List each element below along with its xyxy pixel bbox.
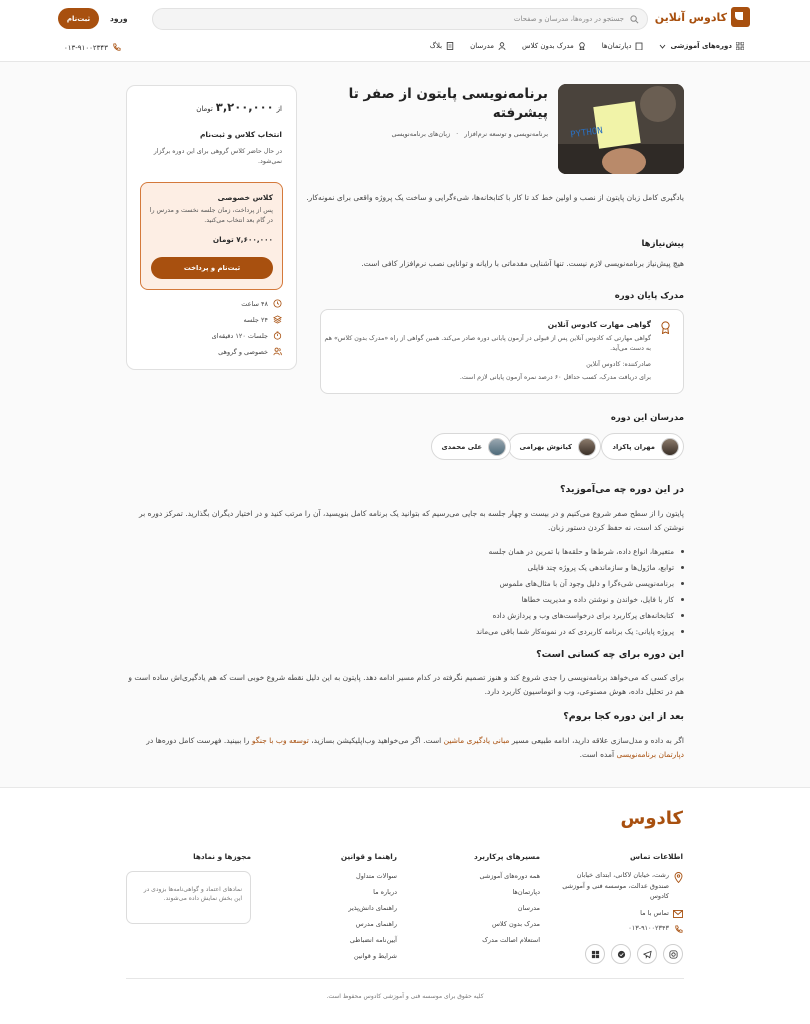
nav-phone[interactable] [64, 43, 121, 52]
certificate-icon [578, 42, 586, 50]
teachers-heading: مدرسان این دوره [610, 413, 684, 423]
audience-heading: این دوره برای چه کسانی است؟ [536, 649, 684, 660]
audience-text: برای کسی که می‌خواهد برنامه‌نویسی را جدی شروع کند و هنوز تصمیم نگرفته در کدام مسیر ادامه دهد. پایتون به این دلیل نقطه شروع خوبی است که هم یادگیری‌اش ساده است و هم در تحلیل داده، هوش مصنوعی، وب و اتوماسیون کاربرد دارد. [128, 673, 684, 696]
footer-contact-heading: اطلاعات تماس [630, 852, 683, 861]
footer-guide-heading: راهنما و قوانین [340, 852, 397, 861]
phone-number: ۰۱۳-۹۱۰۰۲۳۴۳ [64, 43, 108, 52]
nav-label: مدرسان [470, 42, 495, 50]
nav-item-blog[interactable] [430, 42, 454, 50]
page-title: برنامه‌نویسی پایتون از صفر تا پیشرفته [348, 86, 548, 121]
shield-check-icon[interactable] [611, 944, 631, 964]
select-class-title: انتخاب کلاس و ثبت‌نام [199, 130, 282, 139]
footer-contact-link[interactable]: تماس با ما [640, 909, 669, 917]
logo-icon [731, 7, 750, 27]
instagram-icon[interactable] [663, 944, 683, 964]
footer-link[interactable]: استعلام اصالت مدرک [482, 936, 540, 944]
breadcrumb: برنامه‌نویسی و توسعه نرم‌افزار · زبان‌های برنامه‌نویسی [391, 130, 548, 138]
meta-sessions: ۲۴ جلسه [243, 315, 282, 324]
price: از ۳,۲۰۰,۰۰۰ تومان [196, 100, 282, 114]
footer-link[interactable]: راهنمای دانش‌پذیر [348, 904, 397, 912]
course-intro: یادگیری کامل زبان پایتون از نصب و اولین خط کد تا کار با کتابخانه‌ها، شیء‌گرایی و ساخت یک پروژه واقعی برای نمونه‌کار. [306, 193, 684, 202]
logo-text: کادوس آنلاین [654, 10, 727, 24]
copyright: کلیه حقوق برای موسسه فنی و آموزشی کادوس محفوظ است. [326, 993, 484, 1000]
prereq-heading: پیش‌نیازها [641, 239, 684, 249]
avatar [488, 438, 506, 456]
clock-icon [273, 299, 282, 308]
breadcrumb-item[interactable]: زبان‌های برنامه‌نویسی [391, 130, 451, 138]
teacher-chip[interactable] [601, 433, 684, 460]
search-icon [630, 15, 639, 24]
next-heading: بعد از این دوره کجا بروم؟ [563, 711, 684, 722]
mail-icon [673, 910, 683, 918]
nav-label: دپارتمان‌ها [601, 42, 632, 50]
avatar [661, 438, 679, 456]
teacher-chip[interactable] [508, 433, 601, 460]
meta-hours: ۴۸ ساعت [241, 299, 282, 308]
select-class-desc: در حال حاضر کلاس گروهی برای این دوره برگزار نمی‌شود. [153, 148, 282, 165]
price-value: ۳,۲۰۰,۰۰۰ [215, 100, 274, 114]
footer-link[interactable]: مدرک بدون کلاس [491, 920, 540, 928]
image-caption: PYTHON [569, 126, 604, 141]
teacher-chip[interactable] [431, 433, 511, 460]
meta-type: خصوصی و گروهی [218, 347, 282, 356]
footer-paths-heading: مسیرهای پرکاربرد [474, 852, 540, 861]
nav-item-certificate[interactable] [522, 42, 586, 50]
site-footer [0, 787, 810, 1024]
private-class-desc: پس از پرداخت، زمان جلسه نخست و مدرس را در گام بعد انتخاب می‌کنید. [149, 207, 273, 224]
register-pay-button[interactable]: ثبت‌نام و پرداخت [151, 257, 273, 279]
enrollment-card [126, 85, 297, 370]
private-class-card [140, 182, 283, 290]
private-class-title: کلاس خصوصی [217, 193, 273, 202]
list-item: متغیرها، انواع داده، شرط‌ها و حلقه‌ها با تمرین در همان جلسه [144, 544, 684, 560]
list-item: کار با فایل، خواندن و نوشتن داده و مدیریت خطاها [144, 592, 684, 608]
certificate-requirement: برای دریافت مدرک، کسب حداقل ۶۰ درصد نمره آزمون پایانی لازم است. [459, 374, 651, 381]
site-logo[interactable] [655, 7, 750, 27]
login-link[interactable]: ورود [110, 14, 128, 23]
nav-label: بلاگ [429, 42, 443, 50]
phone-icon [674, 925, 683, 934]
search-input[interactable] [152, 8, 648, 30]
layers-icon [273, 315, 282, 324]
avatar [578, 438, 596, 456]
footer-badges-heading: مجوزها و نمادها [193, 852, 251, 861]
teacher-name: مهران پاکزاد [612, 442, 655, 451]
footer-link[interactable]: همه دوره‌های آموزشی [479, 872, 540, 880]
list-item: برنامه‌نویسی شیء‌گرا و دلیل وجود آن با مثال‌های ملموس [144, 576, 684, 592]
footer-link[interactable]: دپارتمان‌ها [512, 888, 540, 896]
link-programming-department[interactable]: دپارتمان برنامه‌نویسی [616, 750, 684, 759]
certificate-card [320, 309, 684, 394]
footer-link[interactable]: مدرسان [517, 904, 540, 912]
nav-label: دوره‌های آموزشی [670, 42, 732, 50]
footer-link[interactable]: راهنمای مدرس [355, 920, 397, 928]
footer-divider [126, 978, 684, 979]
footer-link[interactable]: آیین‌نامه انضباطی [349, 936, 397, 944]
teacher-name: علی محمدی [441, 442, 482, 451]
top-bar [0, 0, 810, 36]
telegram-icon[interactable] [637, 944, 657, 964]
link-ml-basics[interactable]: مبانی یادگیری ماشین [443, 736, 510, 745]
footer-phone[interactable]: ۰۱۳-۹۱۰۰۲۳۴۳ [628, 924, 669, 932]
nav-item-teachers[interactable] [470, 42, 506, 50]
next-text: اگر به داده و مدل‌سازی علاقه دارید، ادامه طبیعی مسیر مبانی یادگیری ماشین است. اگر می‌خواهید وب‌اپلیکیشن بسازید، توسعه وب با جنگو را ببینید. فهرست کامل دوره‌ها در دپارتمان برنامه‌نویسی آمده است. [146, 736, 684, 759]
certificate-issuer: صادرکننده: کادوس آنلاین [586, 361, 651, 368]
meta-duration: جلسات ۱۲۰ دقیقه‌ای [212, 331, 282, 340]
footer-link[interactable]: درباره ما [373, 888, 397, 896]
nav-item-departments[interactable] [602, 42, 644, 50]
main-nav [0, 36, 810, 62]
windows-icon[interactable] [585, 944, 605, 964]
timer-icon [273, 331, 282, 340]
list-item: توابع، ماژول‌ها و سازماندهی یک پروژه چند فایلی [144, 560, 684, 576]
badge-icon [660, 321, 671, 334]
course-image [558, 84, 684, 174]
learn-text: پایتون را از سطح صفر شروع می‌کنیم و در بیست و چهار جلسه به جایی می‌رسیم که بتوانید یک برنامه کامل بنویسید، آن را مرتب کنید و در اختیار دیگران بگذارید. تمرکز دوره بر نوشتن کد است، نه حفظ کردن دستور زبان. [139, 509, 684, 532]
footer-link[interactable]: سوالات متداول [355, 872, 397, 880]
list-item: پروژه پایانی: یک برنامه کاربردی که در نمونه‌کار شما باقی می‌ماند [144, 624, 684, 640]
trust-badges-box: نمادهای اعتماد و گواهی‌نامه‌ها بزودی در این بخش نمایش داده می‌شوند. [126, 871, 251, 924]
user-icon [498, 42, 506, 50]
footer-address: رشت، خیابان لاکانی، ابتدای خیابان صندوق عدالت، موسسه فنی و آموزشی کادوس [562, 871, 669, 900]
private-class-price: ۷,۶۰۰,۰۰۰ تومان [212, 235, 273, 244]
chevron-down-icon [659, 44, 666, 49]
list-item: کتابخانه‌های پرکاربرد برای درخواست‌های وب و پردازش داده [144, 608, 684, 624]
phone-icon [112, 43, 121, 52]
location-icon [674, 872, 683, 883]
building-icon [635, 42, 643, 50]
certificate-description: گواهی مهارتی که کادوس آنلاین پس از قبولی در آزمون پایانی دوره صادر می‌کند. همین گواهی از راه «مدرک بدون کلاس» هم به دست می‌آید. [324, 335, 651, 352]
nav-label: مدرک بدون کلاس [522, 42, 574, 50]
link-django[interactable]: توسعه وب با جنگو [251, 736, 309, 745]
footer-logo: کادوس [620, 808, 683, 829]
grid-icon [736, 42, 744, 50]
nav-item-courses[interactable] [659, 42, 744, 50]
footer-link[interactable]: شرایط و قوانین [353, 952, 397, 960]
signup-button[interactable]: ثبت‌نام [58, 8, 99, 29]
breadcrumb-item[interactable]: برنامه‌نویسی و توسعه نرم‌افزار [464, 130, 548, 138]
certificate-title: گواهی مهارت کادوس آنلاین [547, 320, 651, 329]
learn-heading: در این دوره چه می‌آموزید؟ [559, 484, 684, 495]
document-icon [446, 42, 454, 50]
teacher-name: کیانوش بهرامی [519, 442, 572, 451]
search-placeholder: جستجو در دوره‌ها، مدرسان و صفحات [513, 15, 624, 23]
learn-list [144, 544, 684, 639]
certificate-heading: مدرک پایان دوره [614, 291, 684, 301]
prereq-text: هیچ پیش‌نیاز برنامه‌نویسی لازم نیست. تنها آشنایی مقدماتی با رایانه و توانایی نصب نرم‌افزار کافی است. [361, 259, 684, 268]
users-icon [273, 347, 282, 356]
